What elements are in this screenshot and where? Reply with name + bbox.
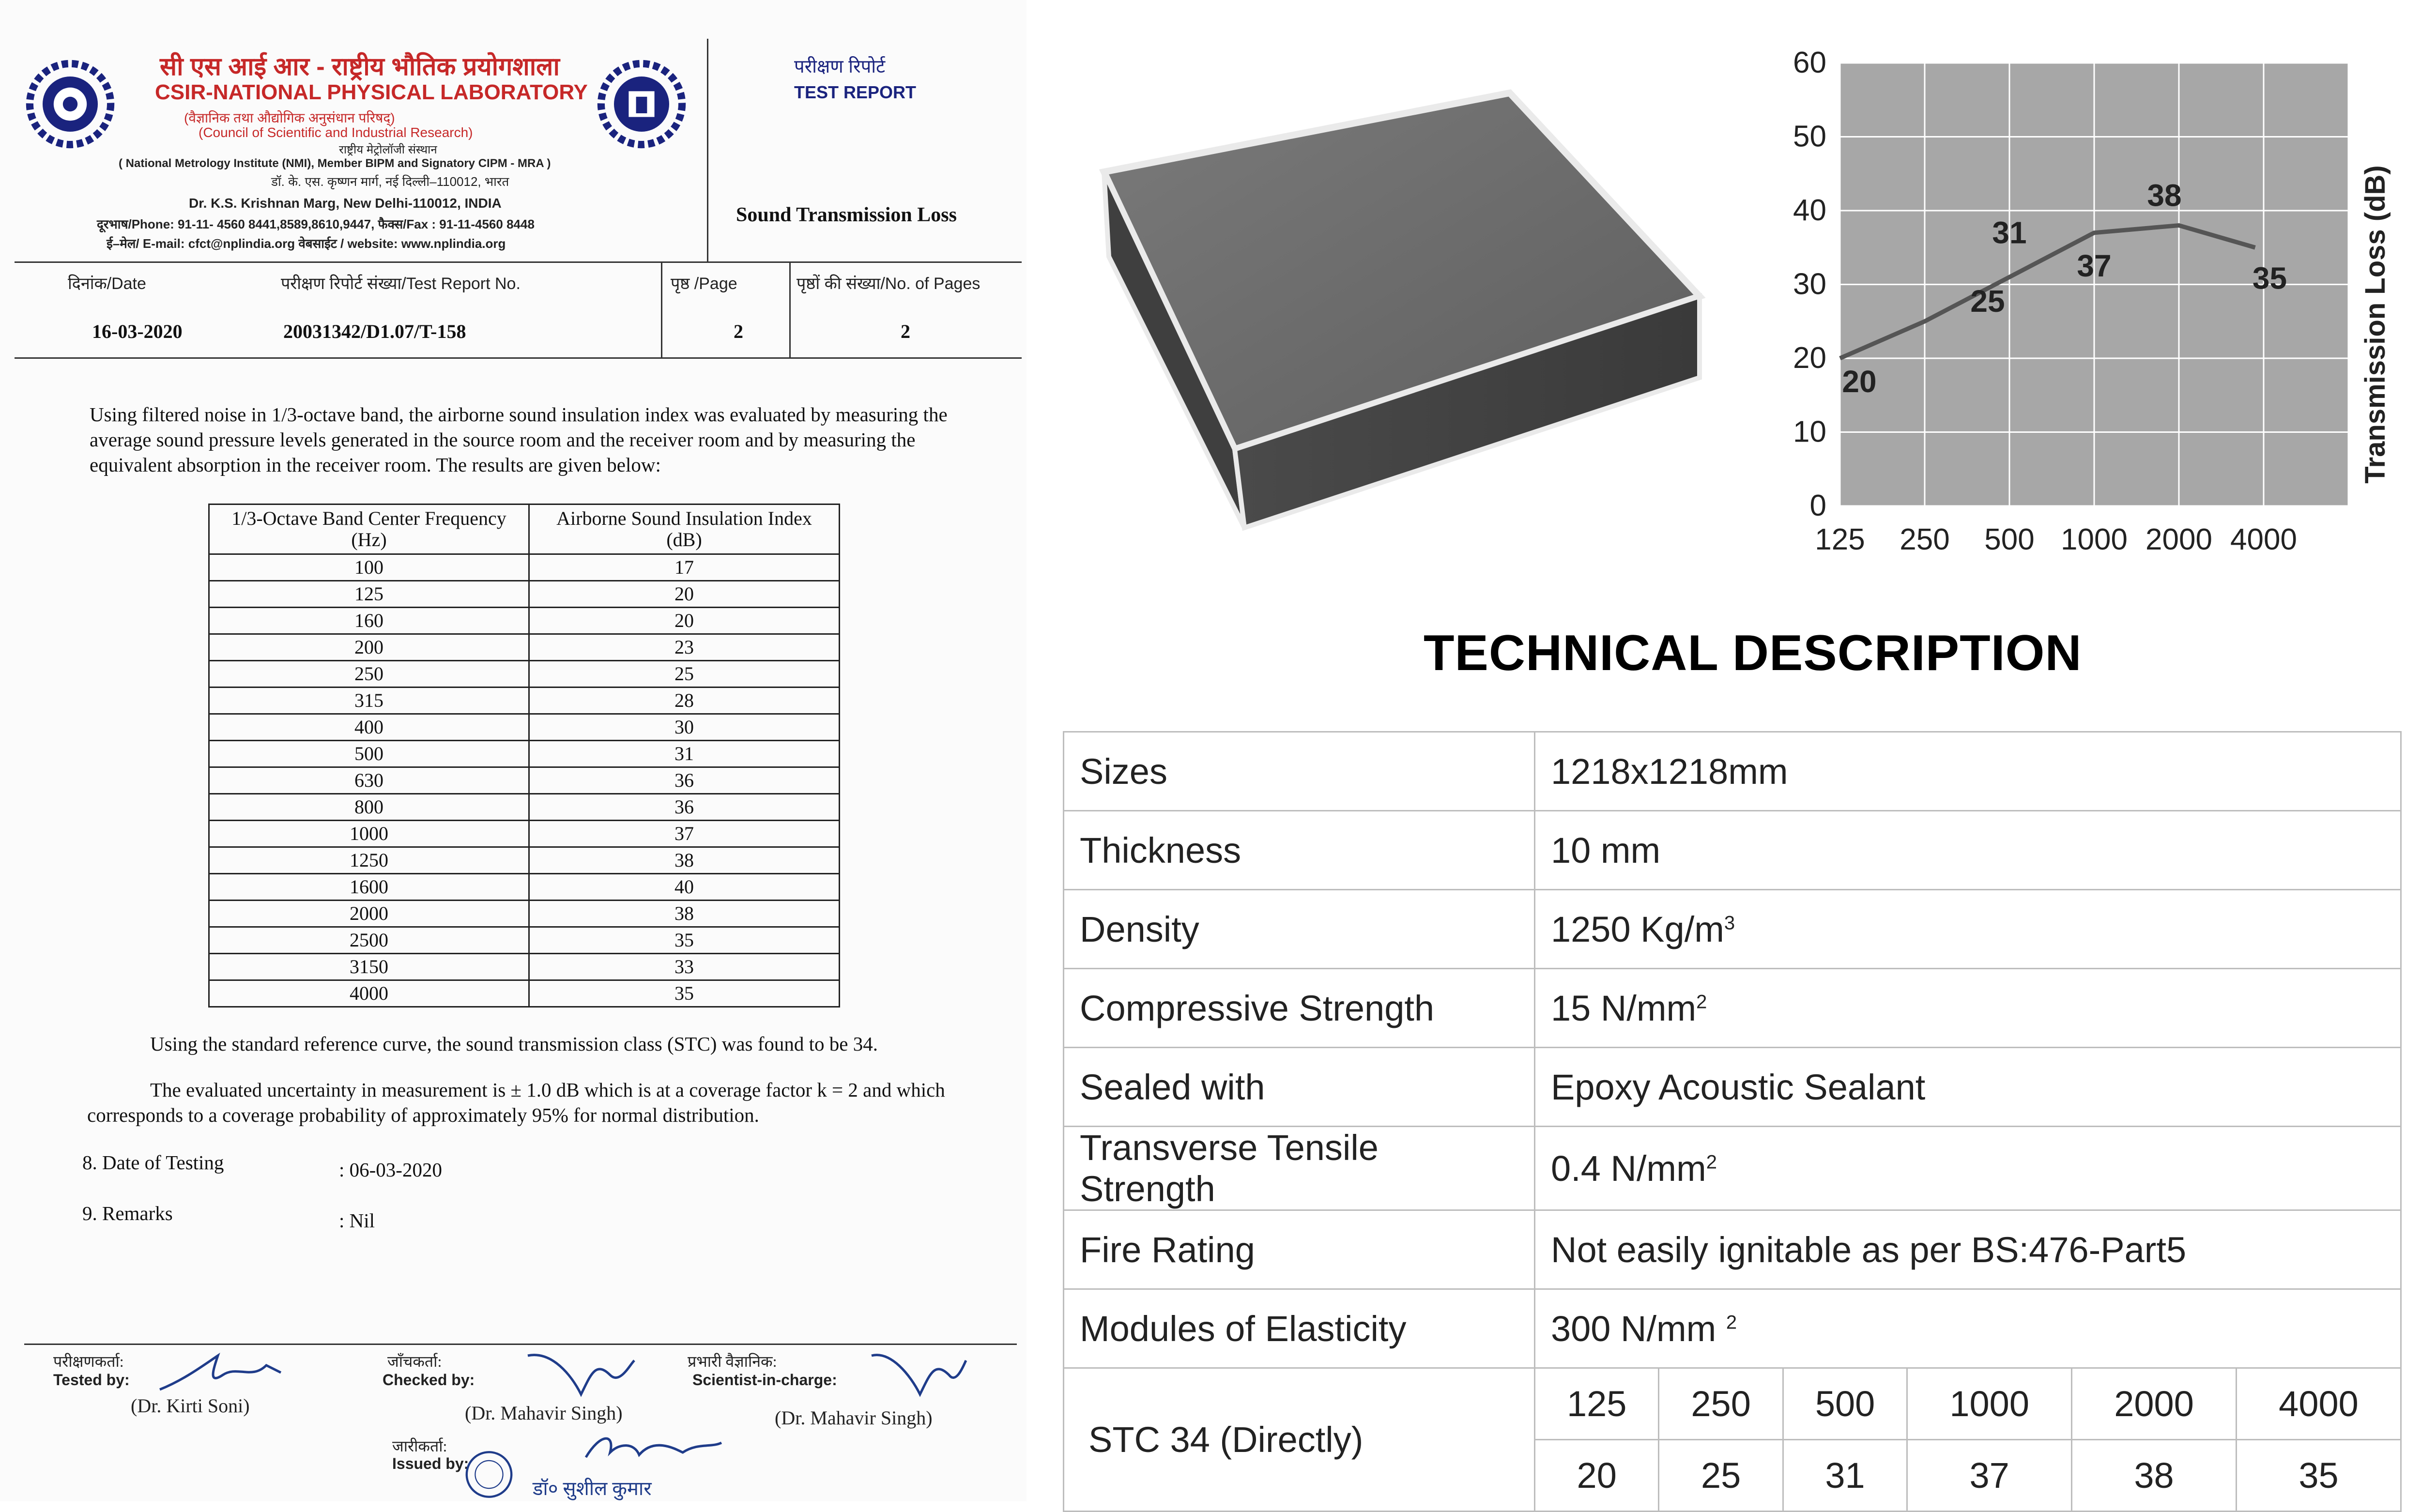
insulation-index-cell: 23 (529, 634, 840, 661)
chart-data-label: 37 (2077, 248, 2112, 283)
table-row (209, 687, 840, 714)
table-row (209, 954, 840, 980)
spec-value-cell (1535, 1210, 2401, 1289)
technical-description-title: TECHNICAL DESCRIPTION (1424, 625, 2082, 681)
date-of-testing-value: : 06-03-2020 (339, 1159, 442, 1181)
chart-x-tick-label: 500 (1984, 523, 2035, 556)
test-report-label: TEST REPORT (794, 82, 917, 102)
council-name: (Council of Scientific and Industrial Research) (199, 125, 473, 140)
report-meta-bar (15, 261, 1022, 359)
spec-value: 300 N/mm (1551, 1308, 1726, 1349)
tested-by-hindi: परीक्षणकर्ता: (53, 1353, 124, 1370)
spec-row (1064, 1289, 2401, 1368)
chart-x-ticks (1815, 523, 2297, 556)
issued-by-signature (581, 1428, 726, 1467)
transmission-loss-chart (1724, 29, 2421, 600)
remarks-value: : Nil (339, 1209, 375, 1232)
stc-frequency: 250 (1659, 1368, 1783, 1440)
table-row (209, 980, 840, 1007)
insulation-index-cell: 17 (529, 554, 840, 581)
frequency-cell: 4000 (209, 980, 529, 1007)
table-row (209, 767, 840, 794)
spec-row (1064, 811, 2401, 890)
stc-frequency: 1000 (1907, 1368, 2072, 1440)
chart-data-label: 35 (2252, 260, 2287, 296)
spec-row (1064, 969, 2401, 1048)
frequency-cell: 3150 (209, 954, 529, 980)
address: Dr. K.S. Krishnan Marg, New Delhi-110012, INDIA (189, 196, 502, 211)
issuer-name-hindi: डॉ० सुशील कुमार (533, 1478, 652, 1499)
checked-by-hindi: जाँचकर्ता: (387, 1353, 442, 1370)
table-row (209, 714, 840, 741)
spec-value-cell (1535, 732, 2401, 811)
frequency-cell: 160 (209, 608, 529, 634)
insulation-index-table (208, 504, 840, 1008)
insulation-index-cell: 40 (529, 874, 840, 901)
uncertainty-statement: The evaluated uncertainty in measurement is ± 1.0 dB which is at a coverage factor k = 2 and which corresponds to a coverage probability of approximately 95% for normal distribution. (87, 1079, 945, 1126)
insulation-index-cell: 35 (529, 927, 840, 954)
table-row (209, 821, 840, 847)
spec-row (1064, 732, 2401, 811)
table-row (209, 874, 840, 901)
chart-y-tick-label: 10 (1793, 415, 1826, 449)
insulation-index-cell: 20 (529, 608, 840, 634)
spec-key: Fire Rating (1064, 1210, 1535, 1289)
insulation-index-cell: 38 (529, 847, 840, 874)
insulation-index-cell: 20 (529, 581, 840, 608)
spec-value-cell (1535, 1289, 2401, 1368)
chart-y-tick-label: 0 (1809, 489, 1826, 522)
stc-statement: Using the standard reference curve, the sound transmission class (STC) was found to be 34. (150, 1033, 878, 1055)
council-hindi: (वैज्ञानिक तथा औद्योगिक अनुसंधान परिषद्) (184, 110, 395, 125)
chart-data-label: 25 (1970, 283, 2005, 319)
remarks-label: 9. Remarks (82, 1202, 173, 1224)
frequency-cell: 400 (209, 714, 529, 741)
frequency-cell: 1600 (209, 874, 529, 901)
date-label: दिनांक/Date (68, 275, 146, 293)
lab-hindi-title: सी एस आई आर - राष्ट्रीय भौतिक प्रयोगशाला (160, 53, 560, 81)
pages-label: पृष्ठों की संख्या/No. of Pages (797, 275, 981, 293)
in-charge-signature (867, 1346, 968, 1404)
spec-key: Compressive Strength (1064, 969, 1535, 1048)
in-charge-label: Scientist-in-charge: (692, 1371, 837, 1389)
chart-x-tick-label: 250 (1900, 523, 1950, 556)
stc-frequency-row (1064, 1368, 2401, 1440)
spec-value-cell (1535, 890, 2401, 969)
stc-value: 38 (2072, 1440, 2237, 1512)
chart-x-tick-label: 2000 (2145, 523, 2212, 556)
spec-value: Not easily ignitable as per BS:476-Part5 (1551, 1229, 2187, 1270)
spec-value-cell (1535, 1048, 2401, 1127)
frequency-cell: 630 (209, 767, 529, 794)
chart-data-label: 31 (1992, 215, 2027, 250)
report-no-value: 20031342/D1.07/T-158 (283, 321, 466, 342)
chart-x-tick-label: 125 (1815, 523, 1865, 556)
table-row (209, 554, 840, 581)
in-charge-hindi: प्रभारी वैज्ञानिक: (688, 1353, 777, 1370)
stc-frequency: 4000 (2236, 1368, 2401, 1440)
pages-value: 2 (901, 321, 910, 342)
stc-value: 31 (1783, 1440, 1907, 1512)
date-value: 16-03-2020 (92, 321, 183, 342)
spec-value: 1218x1218mm (1551, 751, 1788, 792)
issued-by-hindi: जारीकर्ता: (392, 1437, 447, 1455)
frequency-cell: 125 (209, 581, 529, 608)
frequency-cell: 2000 (209, 901, 529, 927)
stc-value: 37 (1907, 1440, 2072, 1512)
frequency-header: 1/3-Octave Band Center Frequency (Hz) (209, 504, 529, 554)
spec-key: Thickness (1064, 811, 1535, 890)
frequency-cell: 315 (209, 687, 529, 714)
insulation-index-cell: 36 (529, 767, 840, 794)
spec-unit-superscript: 2 (1696, 991, 1707, 1012)
insulation-index-cell: 33 (529, 954, 840, 980)
report-title: Sound Transmission Loss (736, 204, 957, 226)
spec-value-cell (1535, 811, 2401, 890)
spec-row (1064, 1048, 2401, 1127)
table-row (209, 901, 840, 927)
table-row (209, 741, 840, 767)
chart-data-label: 20 (1842, 364, 1877, 399)
page-value: 2 (734, 321, 743, 342)
csir-emblem-icon (24, 58, 116, 150)
spec-value: 15 N/mm (1551, 988, 1697, 1028)
insulation-index-cell: 25 (529, 661, 840, 687)
spec-key: Sizes (1064, 732, 1535, 811)
report-no-label: परीक्षण रिपोर्ट संख्या/Test Report No. (281, 275, 521, 293)
spec-key: Modules of Elasticity (1064, 1289, 1535, 1368)
frequency-cell: 1250 (209, 847, 529, 874)
email-line: ई–मेल/ E-mail: cfct@nplindia.org वेबसाईट / website: www.nplindia.org (107, 236, 506, 251)
frequency-cell: 100 (209, 554, 529, 581)
spec-row (1064, 1210, 2401, 1289)
header-divider (707, 39, 708, 261)
stc-frequency: 125 (1535, 1368, 1659, 1440)
spec-value: Epoxy Acoustic Sealant (1551, 1067, 1926, 1107)
frequency-cell: 200 (209, 634, 529, 661)
metrology-hindi: राष्ट्रीय मेट्रोलॉजी संस्थान (339, 143, 437, 156)
chart-y-axis-label: Transmission Loss (dB) (2360, 165, 2391, 484)
checked-by-signature (523, 1346, 639, 1404)
spec-unit-superscript: 3 (1724, 912, 1735, 933)
stc-value: 20 (1535, 1440, 1659, 1512)
stc-value: 25 (1659, 1440, 1783, 1512)
insulation-index-cell: 36 (529, 794, 840, 821)
tested-by-signature (155, 1346, 286, 1399)
spec-key: Transverse Tensile Strength (1064, 1127, 1535, 1210)
chart-y-tick-label: 30 (1793, 267, 1826, 301)
chart-y-tick-label: 50 (1793, 120, 1826, 153)
issuer-stamp (445, 1445, 533, 1498)
insulation-table-body (209, 554, 840, 1007)
spec-value-cell (1535, 1127, 2401, 1210)
chart-y-ticks (1793, 46, 1826, 522)
table-row (209, 581, 840, 608)
table-row (209, 927, 840, 954)
table-row (209, 661, 840, 687)
chart-y-tick-label: 20 (1793, 341, 1826, 375)
spec-unit-superscript: 2 (1726, 1311, 1737, 1333)
chart-data-label: 38 (2147, 178, 2182, 213)
npl-emblem-icon (596, 58, 688, 150)
stc-frequency: 2000 (2072, 1368, 2237, 1440)
spec-key: Sealed with (1064, 1048, 1535, 1127)
signature-divider (24, 1344, 1017, 1345)
frequency-cell: 500 (209, 741, 529, 767)
frequency-cell: 800 (209, 794, 529, 821)
spec-row (1064, 1127, 2401, 1210)
frequency-cell: 2500 (209, 927, 529, 954)
table-row (209, 608, 840, 634)
insulation-header: Airborne Sound Insulation Index (dB) (529, 504, 840, 554)
address-hindi: डॉ. के. एस. कृष्णन मार्ग, नई दिल्ली–110012, भारत (271, 174, 509, 189)
table-row (209, 794, 840, 821)
test-report-hindi: परीक्षण रिपोर्ट (794, 57, 886, 77)
frequency-cell: 1000 (209, 821, 529, 847)
chart-x-tick-label: 1000 (2061, 523, 2128, 556)
nmi-line: ( National Metrology Institute (NMI), Member BIPM and Signatory CIPM - MRA ) (119, 157, 551, 170)
table-row (209, 847, 840, 874)
insulation-index-cell: 37 (529, 821, 840, 847)
insulation-index-cell: 35 (529, 980, 840, 1007)
stc-frequency: 500 (1783, 1368, 1907, 1440)
tested-by-name: (Dr. Kirti Soni) (131, 1395, 250, 1417)
spec-value-cell (1535, 969, 2401, 1048)
lab-name: CSIR-NATIONAL PHYSICAL LABORATORY (155, 80, 588, 104)
table-row (209, 634, 840, 661)
chart-y-tick-label: 60 (1793, 46, 1826, 79)
insulation-index-cell: 28 (529, 687, 840, 714)
stc-value: 35 (2236, 1440, 2401, 1512)
acoustic-board-image (1036, 39, 1714, 552)
stc-label: STC 34 (Directly) (1064, 1368, 1535, 1512)
spec-row (1064, 890, 2401, 969)
spec-unit-superscript: 2 (1706, 1151, 1717, 1173)
chart-y-tick-label: 40 (1793, 194, 1826, 227)
test-report-document (0, 0, 1027, 1501)
spec-value: 1250 Kg/m (1551, 909, 1724, 949)
spec-key: Density (1064, 890, 1535, 969)
checked-by-label: Checked by: (383, 1371, 475, 1389)
checked-by-name: (Dr. Mahavir Singh) (465, 1402, 623, 1424)
spec-value: 0.4 N/mm (1551, 1148, 1706, 1189)
chart-x-tick-label: 4000 (2230, 523, 2297, 556)
insulation-index-cell: 38 (529, 901, 840, 927)
page-label: पृष्ठ /Page (671, 275, 737, 293)
technical-specs-table (1063, 731, 2402, 1512)
insulation-index-cell: 30 (529, 714, 840, 741)
date-of-testing-label: 8. Date of Testing (82, 1151, 224, 1174)
intro-paragraph: Using filtered noise in 1/3-octave band, the airborne sound insulation index was evaluated by measuring the average sound pressure levels generated in the source room and the receiver room and by measuring the equivalent absorption in the receiver room. The results are given below: (90, 403, 948, 476)
frequency-cell: 250 (209, 661, 529, 687)
phone-line: दूरभाष/Phone: 91-11- 4560 8441,8589,8610,9447, फैक्स/Fax : 91-11-4560 8448 (97, 217, 535, 231)
in-charge-name: (Dr. Mahavir Singh) (775, 1407, 933, 1429)
spec-value: 10 mm (1551, 830, 1661, 871)
insulation-index-cell: 31 (529, 741, 840, 767)
tested-by-label: Tested by: (53, 1371, 130, 1389)
issued-by-label: Issued by: (392, 1455, 469, 1472)
